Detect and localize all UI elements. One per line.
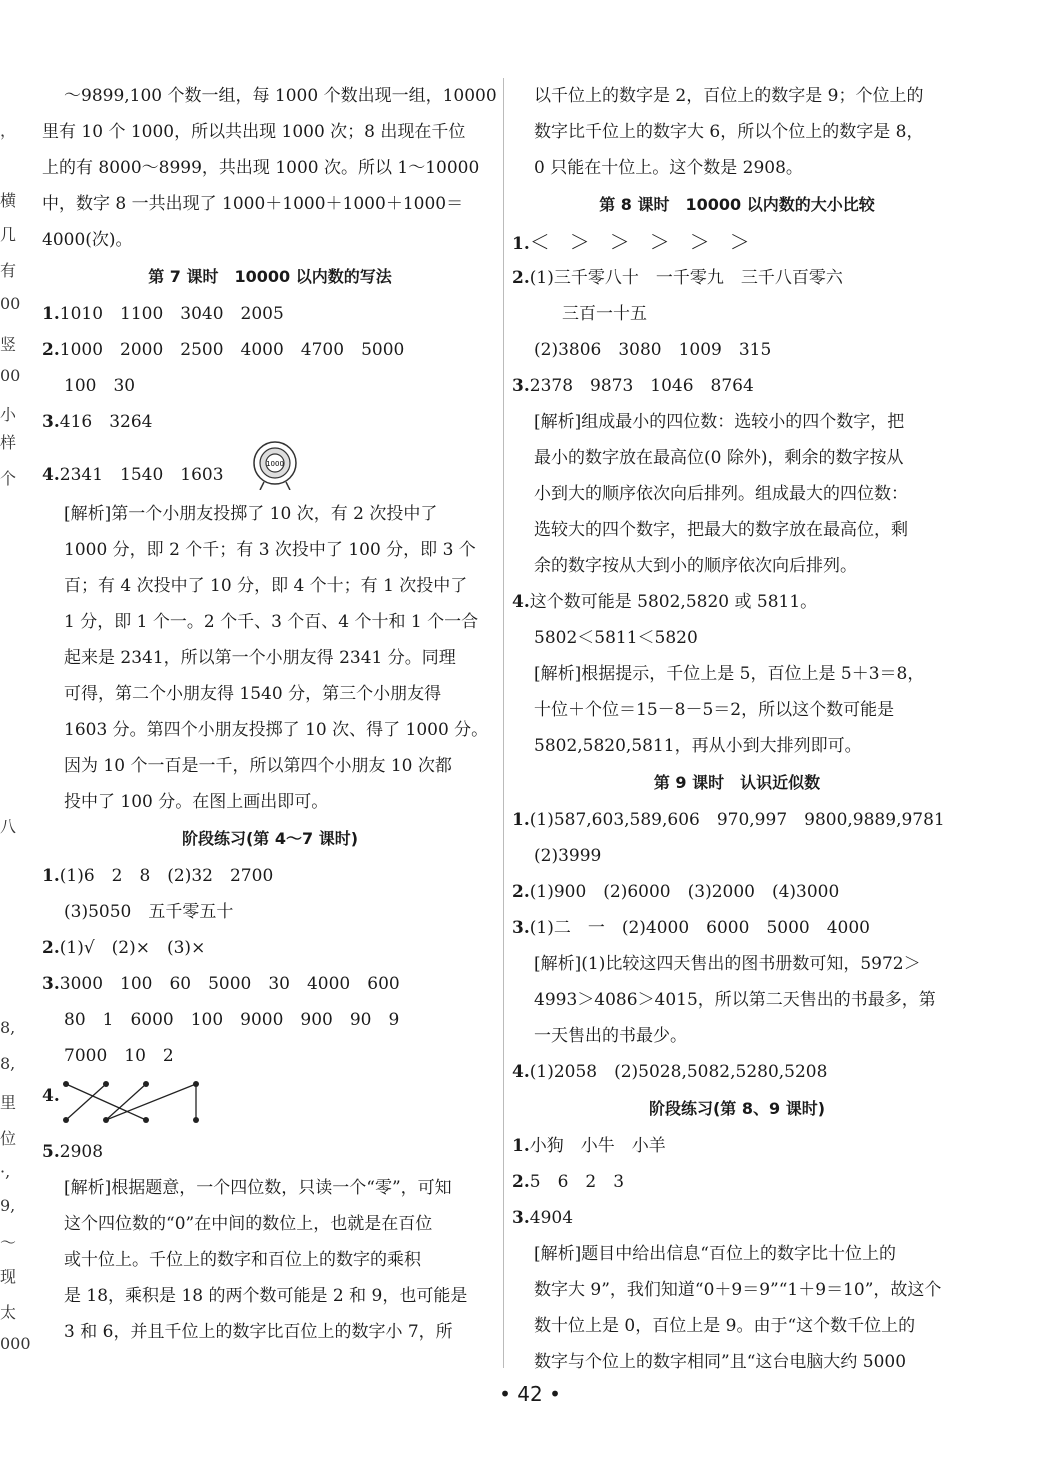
- item-number: 5.: [42, 1142, 60, 1162]
- answer-text: 2908: [59, 1142, 104, 1162]
- item-number: 4.: [42, 465, 60, 485]
- edge-char: 小: [0, 405, 17, 424]
- explanation-line: [42, 496, 498, 532]
- answer-line: [42, 930, 498, 966]
- explanation-line: 最小的数字放在最高位(0 除外)，剩余的数字按从: [534, 448, 904, 468]
- edge-char: 个: [0, 469, 17, 488]
- item-number: 3.: [42, 412, 60, 432]
- edge-char: 横: [0, 191, 17, 210]
- jiexi-label: [解析]: [534, 412, 582, 432]
- answer-line: (3)5050 五千零五十: [64, 902, 234, 922]
- answer-line: [512, 1200, 962, 1236]
- edge-char: 有: [0, 261, 17, 280]
- answer-line: [512, 584, 962, 620]
- answer-line: [42, 404, 498, 440]
- answer-line: [42, 296, 498, 332]
- answer-text: (1)√ (2)× (3)×: [59, 938, 206, 958]
- edge-char: 00: [0, 294, 21, 313]
- matching-lines-diagram: [62, 1078, 222, 1128]
- jiexi-label: [解析]: [534, 1244, 582, 1264]
- answer-text: 2341 1540 1603: [59, 465, 224, 485]
- cropped-left-margin: [0, 70, 31, 1380]
- lesson-8-heading: 第 8 课时 10000 以内数的大小比较: [599, 195, 875, 214]
- target-label: 1000: [265, 460, 284, 468]
- jiexi-label: [解析]: [64, 504, 112, 524]
- answer-line: [42, 332, 498, 368]
- edge-char: 8,: [0, 1054, 16, 1073]
- answer-line: [42, 858, 498, 894]
- answer-line: [512, 1054, 962, 1090]
- item-number: 1.: [512, 810, 530, 830]
- item-number: 2.: [512, 882, 530, 902]
- answer-line: 三百一十五: [562, 304, 647, 324]
- explanation-line: 或十位上。千位上的数字和百位上的数字的乘积: [64, 1250, 421, 1270]
- answer-text: 3000 100 60 5000 30 4000 600: [59, 974, 400, 994]
- answer-line: [512, 910, 962, 946]
- item-number: 4.: [512, 592, 530, 612]
- column-divider: [503, 78, 504, 1368]
- answer-line: [512, 802, 962, 838]
- stage-practice-heading-2: 阶段练习(第 8、9 课时): [648, 1099, 826, 1118]
- edge-char: 000: [0, 1334, 31, 1353]
- answer-line: [42, 440, 498, 492]
- explanation-line: [512, 404, 962, 440]
- edge-char: 八: [0, 817, 17, 836]
- answer-line: [512, 1164, 962, 1200]
- explanation-line: 3 和 6，并且千位上的数字比百位上的数字小 7，所: [64, 1322, 453, 1342]
- item-number: 2.: [512, 1172, 530, 1192]
- edge-char: 现: [0, 1267, 17, 1286]
- item-number: 1.: [42, 304, 60, 324]
- explanation-line: [512, 1236, 962, 1272]
- item-number: 2.: [42, 340, 60, 360]
- answer-line: [512, 874, 962, 910]
- explanation-line: 4993＞4086＞4015，所以第二天售出的书最多，第: [534, 990, 936, 1010]
- edge-char: ～: [0, 1233, 17, 1252]
- answer-text: 416 3264: [59, 412, 153, 432]
- explanation-line: 因为 10 个一百是一千，所以第四个小朋友 10 次都: [64, 756, 452, 776]
- answer-line: 100 30: [64, 376, 136, 396]
- answer-line: [512, 368, 962, 404]
- item-number: 3.: [512, 376, 530, 396]
- explanation-line: 5802,5820,5811，再从小到大排列即可。: [534, 736, 862, 756]
- jiexi-label: [解析]: [534, 954, 582, 974]
- stage-practice-heading: 阶段练习(第 4～7 课时): [181, 829, 359, 848]
- explanation-line: 十位＋个位＝15－8－5＝2，所以这个数可能是: [534, 700, 895, 720]
- item-number: 3.: [512, 918, 530, 938]
- item-number: 4.: [512, 1062, 530, 1082]
- lesson-7-heading: 第 7 课时 10000 以内数的写法: [148, 267, 392, 286]
- page-footer: [0, 1382, 1060, 1406]
- answer-text: (1)900 (2)6000 (3)2000 (4)3000: [529, 882, 840, 902]
- item-number: 4.: [42, 1086, 60, 1106]
- explanation-line: 数十位上是 0，百位上是 9。由于“这个数千位上的: [534, 1316, 916, 1336]
- answer-line: 80 1 6000 100 9000 900 90 9: [64, 1010, 400, 1030]
- answer-text: 这个数可能是 5802,5820 或 5811。: [529, 592, 818, 612]
- answer-line: 5802＜5811＜5820: [534, 628, 698, 648]
- edge-char: ，: [0, 121, 17, 140]
- answer-line: [42, 1134, 498, 1170]
- explanation-line: 一天售出的书最少。: [534, 1026, 687, 1046]
- answer-text: 1000 2000 2500 4000 4700 5000: [59, 340, 405, 360]
- explanation-text: (1)比较这四天售出的图书册数可知，5972＞: [581, 954, 921, 974]
- item-number: 2.: [42, 938, 60, 958]
- answer-text: (1)587,603,589,606 970,997 9800,9889,9781: [529, 810, 945, 830]
- answer-line: [512, 260, 962, 296]
- item-number: 2.: [512, 268, 530, 288]
- explanation-line: 数字与个位上的数字相同”且“这台电脑大约 5000: [534, 1352, 907, 1372]
- answer-line: [42, 966, 498, 1002]
- answer-line: [512, 224, 962, 260]
- explanation-line: 1603 分。第四个小朋友投掷了 10 次、得了 1000 分。: [64, 720, 489, 740]
- explanation-text: 根据提示，千位上是 5，百位上是 5＋3＝8，: [581, 664, 925, 684]
- edge-char: 00: [0, 366, 21, 385]
- explanation-line: 是 18，乘积是 18 的两个数可能是 2 和 9，也可能是: [64, 1286, 468, 1306]
- explanation-line: 这个四位数的“0”在中间的数位上，也就是在百位: [64, 1214, 433, 1234]
- answer-text: (1)6 2 8 (2)32 2700: [59, 866, 274, 886]
- explanation-line: 投中了 100 分。在图上画出即可。: [64, 792, 329, 812]
- jiexi-label: [解析]: [534, 664, 582, 684]
- answer-line: (2)3806 3080 1009 315: [534, 340, 772, 360]
- item-number: 3.: [42, 974, 60, 994]
- edge-char: 里: [0, 1093, 17, 1112]
- explanation-line: 百；有 4 次投中了 10 分，即 4 个十；有 1 次投中了: [64, 576, 468, 596]
- text-line: 4000(次)。: [42, 230, 133, 250]
- edge-char: 位: [0, 1129, 17, 1148]
- text-line: 上的有 8000～8999，共出现 1000 次。所以 1～10000: [42, 158, 480, 178]
- jiexi-label: [解析]: [64, 1178, 112, 1198]
- explanation-line: [512, 946, 962, 982]
- edge-char: 竖: [0, 335, 17, 354]
- explanation-text: 组成最小的四位数：选较小的四个数字，把: [581, 412, 905, 432]
- explanation-line: [42, 1170, 498, 1206]
- edge-char: 几: [0, 225, 17, 244]
- edge-char: ·,: [0, 1162, 11, 1181]
- item-number: 3.: [512, 1208, 530, 1228]
- edge-char: 样: [0, 433, 17, 452]
- answer-text: (1)二 一 (2)4000 6000 5000 4000: [529, 918, 870, 938]
- answer-line: 7000 10 2: [64, 1046, 174, 1066]
- answer-text: 5 6 2 3: [529, 1172, 625, 1192]
- item-number: 1.: [512, 234, 530, 254]
- explanation-line: 1000 分，即 2 个千；有 3 次投中了 100 分，即 3 个: [64, 540, 476, 560]
- answer-text: (1)2058 (2)5028,5082,5280,5208: [529, 1062, 828, 1082]
- explanation-line: 余的数字按从大到小的顺序依次向后排列。: [534, 556, 857, 576]
- explanation-line: 可得，第二个小朋友得 1540 分，第三个小朋友得: [64, 684, 442, 704]
- bullet: •: [549, 1382, 561, 1406]
- explanation-line: 1 分，即 1 个一。2 个千、3 个百、4 个十和 1 个一合: [64, 612, 479, 632]
- explanation-line: 起来是 2341，所以第一个小朋友得 2341 分。同理: [64, 648, 456, 668]
- edge-char: 8,: [0, 1018, 16, 1037]
- text-line: 数字比千位上的数字大 6，所以个位上的数字是 8，: [534, 122, 924, 142]
- text-line: 0 只能在十位上。这个数是 2908。: [534, 158, 803, 178]
- edge-char: 太: [0, 1303, 17, 1322]
- explanation-text: 根据题意，一个四位数，只读一个“零”，可知: [111, 1178, 452, 1198]
- explanation-text: 第一个小朋友投掷了 10 次，有 2 次投中了: [111, 504, 438, 524]
- item-number: 1.: [512, 1136, 530, 1156]
- text-line: 中，数字 8 一共出现了 1000＋1000＋1000＋1000＝: [42, 194, 464, 214]
- bullet: •: [499, 1382, 511, 1406]
- explanation-text: 题目中给出信息“百位上的数字比十位上的: [581, 1244, 896, 1264]
- right-column: [512, 78, 962, 1380]
- left-column: [42, 78, 498, 1350]
- answer-text: 小狗 小牛 小羊: [529, 1136, 666, 1156]
- text-line: 里有 10 个 1000，所以共出现 1000 次；8 出现在千位: [42, 122, 466, 142]
- answer-text: 2378 9873 1046 8764: [529, 376, 754, 396]
- answer-line: [42, 1074, 498, 1134]
- explanation-line: 小到大的顺序依次向后排列。组成最大的四位数：: [534, 484, 908, 504]
- page-number: 42: [517, 1382, 543, 1406]
- text-line: 以千位上的数字是 2，百位上的数字是 9；个位上的: [534, 86, 924, 106]
- explanation-line: [512, 656, 962, 692]
- answer-line: (2)3999: [534, 846, 602, 866]
- lesson-9-heading: 第 9 课时 认识近似数: [653, 773, 821, 792]
- target-board-image: [250, 440, 300, 492]
- answer-text: 1010 1100 3040 2005: [59, 304, 284, 324]
- answer-text: ＜ ＞ ＞ ＞ ＞ ＞: [529, 230, 750, 254]
- answer-text: (1)三千零八十 一千零九 三千八百零六: [529, 268, 843, 288]
- explanation-line: 选较大的四个数字，把最大的数字放在最高位，剩: [534, 520, 908, 540]
- edge-char: 9,: [0, 1196, 16, 1215]
- answer-text: 4904: [529, 1208, 574, 1228]
- answer-line: [512, 1128, 962, 1164]
- explanation-line: 数字大 9”，我们知道“0＋9＝9”“1＋9＝10”，故这个: [534, 1280, 942, 1300]
- item-number: 1.: [42, 866, 60, 886]
- text-line: ～9899,100 个数一组，每 1000 个数出现一组，10000: [64, 86, 497, 106]
